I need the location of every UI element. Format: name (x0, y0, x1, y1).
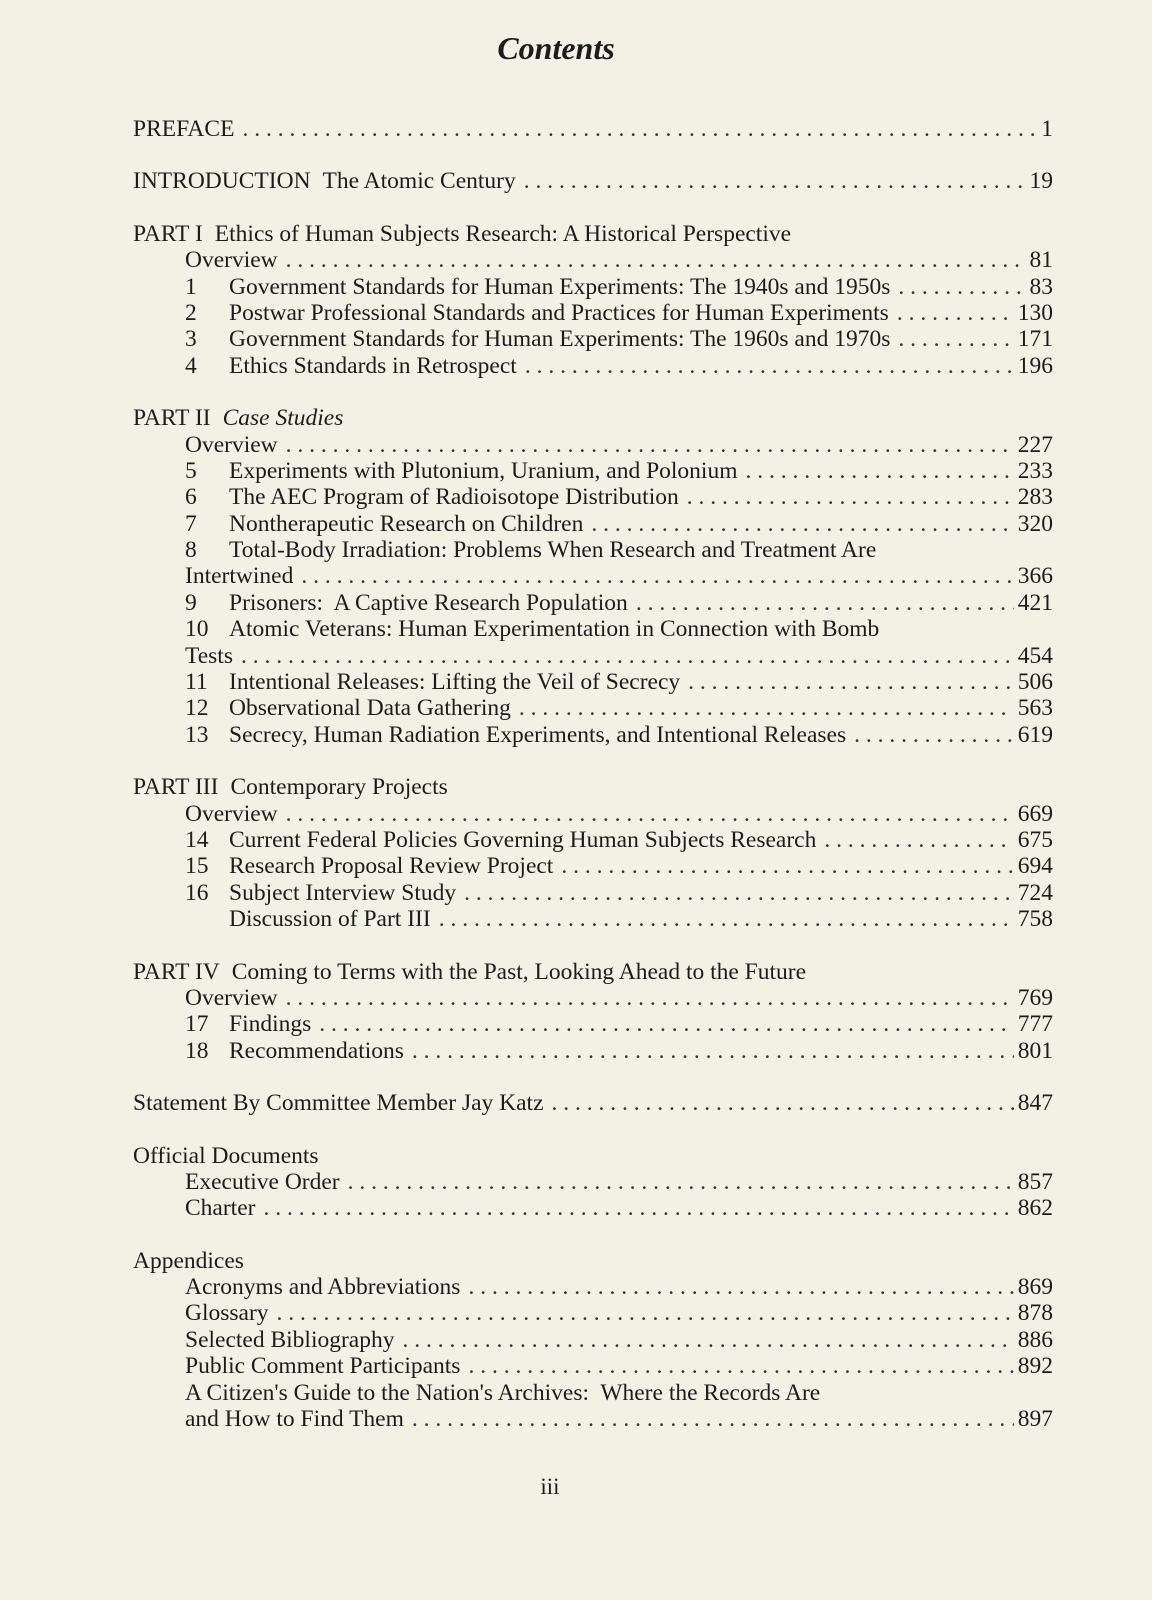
entry-page: 563 (1017, 695, 1053, 722)
chapter-number: 11 (185, 669, 208, 696)
chapter-number: 14 (185, 826, 209, 853)
dot-leader (688, 669, 1014, 695)
entry-page: 81 (1029, 247, 1053, 274)
entry-title: Overview (185, 800, 278, 827)
dot-leader (636, 590, 1014, 616)
part-label: PART II (133, 405, 211, 432)
chapter-number: 8 (185, 537, 197, 564)
toc-part-4 (133, 959, 1053, 1065)
toc-entry (133, 906, 1053, 932)
toc-entry (133, 537, 1053, 563)
chapter-number: 16 (185, 879, 209, 906)
chapter-number: 3 (185, 326, 197, 353)
section-heading (133, 1248, 1053, 1274)
toc-entry (133, 1327, 1053, 1353)
entry-title: Current Federal Policies Governing Human Subjects Research (229, 826, 817, 853)
page-number: iii (540, 1474, 560, 1499)
entry-title: Executive Order (185, 1168, 340, 1195)
toc-entry (133, 1169, 1053, 1195)
toc-entry (133, 1195, 1053, 1221)
dot-leader (348, 1169, 1014, 1195)
toc-part-1 (133, 221, 1053, 379)
entry-title: Prisoners: A Captive Research Population (229, 589, 628, 616)
entry-subtitle: The Atomic Century (322, 168, 516, 195)
dot-leader (898, 274, 1025, 300)
entry-title: Total-Body Irradiation: Problems When Research and Treatment Are (229, 537, 877, 564)
entry-page: 506 (1017, 669, 1053, 696)
entry-page: 694 (1017, 853, 1053, 880)
chapter-number: 12 (185, 695, 209, 722)
dot-leader (468, 1274, 1013, 1300)
dot-leader (286, 801, 1014, 827)
entry-page: 619 (1017, 721, 1053, 748)
chapter-number: 13 (185, 721, 209, 748)
entry-title: Public Comment Participants (185, 1353, 461, 1380)
toc-entry-continued (133, 643, 1053, 669)
entry-page: 669 (1017, 800, 1053, 827)
entry-page: 227 (1017, 431, 1053, 458)
entry-page: 233 (1017, 457, 1053, 484)
entry-title: Secrecy, Human Radiation Experiments, and Intentional Releases (229, 721, 847, 748)
chapter-number: 10 (185, 616, 209, 643)
chapter-number: 18 (185, 1037, 209, 1064)
part-heading (133, 221, 1053, 247)
toc-entry (133, 1011, 1053, 1037)
chapter-number: 15 (185, 853, 209, 880)
entry-page: 283 (1017, 484, 1053, 511)
chapter-number: 1 (185, 273, 197, 300)
toc-entry (133, 695, 1053, 721)
toc-official-documents (133, 1143, 1053, 1222)
entry-page: 366 (1017, 563, 1053, 590)
entry-page: 897 (1017, 1406, 1053, 1433)
toc-entry (133, 511, 1053, 537)
toc-statement (133, 1090, 1053, 1116)
entry-title: PREFACE (133, 116, 235, 142)
toc-entry (133, 669, 1053, 695)
dot-leader (412, 1038, 1014, 1064)
entry-title: Discussion of Part III (229, 906, 431, 933)
part-heading (133, 959, 1053, 985)
toc-preface (133, 116, 1053, 142)
entry-title: Subject Interview Study (229, 879, 457, 906)
toc-entry (133, 300, 1053, 326)
chapter-number: 9 (185, 589, 197, 616)
dot-leader (319, 1011, 1013, 1037)
dot-leader (286, 247, 1026, 273)
toc-entry (133, 722, 1053, 748)
dot-leader (241, 643, 1014, 669)
entry-title (133, 168, 516, 194)
entry-title: Overview (185, 431, 278, 458)
toc-appendices (133, 1248, 1053, 1433)
toc-entry (133, 484, 1053, 510)
dot-leader (552, 1090, 1014, 1116)
toc-entry (133, 1300, 1053, 1326)
entry-page: 454 (1017, 642, 1053, 669)
entry-title: Findings (229, 1011, 312, 1038)
entry-page: 320 (1017, 510, 1053, 537)
section-title: Official Documents (133, 1142, 319, 1169)
toc-entry (133, 326, 1053, 352)
toc-entry (133, 1353, 1053, 1379)
dot-leader (687, 484, 1014, 510)
toc-part-3 (133, 774, 1053, 932)
entry-page: 847 (1017, 1090, 1053, 1117)
entry-page: 171 (1017, 326, 1053, 353)
dot-leader (468, 1353, 1013, 1379)
dot-leader (898, 326, 1013, 352)
dot-leader (746, 458, 1014, 484)
dot-leader (524, 168, 1026, 194)
chapter-number: 4 (185, 352, 197, 379)
entry-page: 724 (1017, 879, 1053, 906)
toc-entry (133, 274, 1053, 300)
part-title: Contemporary Projects (230, 774, 448, 801)
entry-page: 19 (1029, 168, 1053, 195)
entry-title: Tests (185, 642, 233, 669)
toc-entry (133, 168, 1053, 194)
toc-entry (133, 458, 1053, 484)
toc-entry (133, 616, 1053, 642)
entry-title: Recommendations (229, 1037, 404, 1064)
dot-leader (591, 511, 1013, 537)
entry-title: Ethics Standards in Retrospect (229, 352, 517, 379)
entry-page: 421 (1017, 589, 1053, 616)
dot-leader (286, 432, 1014, 458)
dot-leader (286, 985, 1014, 1011)
entry-title: Statement By Committee Member Jay Katz (133, 1090, 544, 1117)
entry-title: Charter (185, 1195, 256, 1222)
part-title: Coming to Terms with the Past, Looking Ahead to the Future (231, 958, 807, 985)
entry-title: Government Standards for Human Experiments: The 1960s and 1970s (229, 326, 891, 353)
toc-entry (133, 880, 1053, 906)
toc-entry (133, 1090, 1053, 1116)
entry-title: Research Proposal Review Project (229, 853, 554, 880)
dot-leader (854, 722, 1014, 748)
entry-page: 1 (1041, 116, 1053, 142)
toc-entry-continued (133, 1406, 1053, 1432)
entry-title: Experiments with Plutonium, Uranium, and Polonium (229, 457, 738, 484)
chapter-number: 5 (185, 457, 197, 484)
dot-leader (525, 353, 1014, 379)
dot-leader (403, 1327, 1014, 1353)
part-title: Case Studies (222, 405, 344, 432)
chapter-number: 17 (185, 1011, 209, 1038)
toc-part-2 (133, 405, 1053, 748)
entry-page: 892 (1017, 1353, 1053, 1380)
entry-page: 869 (1017, 1274, 1053, 1301)
dot-leader (439, 906, 1014, 932)
entry-page: 83 (1029, 273, 1053, 300)
part-heading (133, 774, 1053, 800)
dot-leader (897, 300, 1014, 326)
entry-title: Acronyms and Abbreviations (185, 1274, 461, 1301)
entry-title: Government Standards for Human Experiments: The 1940s and 1950s (229, 273, 891, 300)
chapter-number: 6 (185, 484, 197, 511)
toc-entry (133, 827, 1053, 853)
entry-title: The AEC Program of Radioisotope Distribution (229, 484, 679, 511)
toc-entry (133, 985, 1053, 1011)
part-label: PART I (133, 220, 203, 247)
entry-title: Observational Data Gathering (229, 695, 511, 722)
toc-entry (133, 1380, 1053, 1406)
dot-leader (242, 116, 1037, 142)
entry-title: Nontherapeutic Research on Children (229, 510, 584, 537)
table-of-contents (133, 116, 1053, 1458)
entry-title: Atomic Veterans: Human Experimentation in Connection with Bomb (229, 616, 880, 643)
entry-page: 769 (1017, 984, 1053, 1011)
section-title: Appendices (133, 1247, 244, 1274)
part-label: PART IV (133, 958, 220, 985)
entry-page: 886 (1017, 1326, 1053, 1353)
entry-title: Overview (185, 984, 278, 1011)
entry-title: Intertwined (185, 563, 294, 590)
toc-entry (133, 247, 1053, 273)
entry-title: A Citizen's Guide to the Nation's Archives: Where the Records Are (185, 1379, 821, 1406)
entry-label: INTRODUCTION (133, 168, 311, 195)
toc-entry (133, 801, 1053, 827)
toc-introduction (133, 168, 1053, 194)
part-heading (133, 405, 1053, 431)
entry-page: 801 (1017, 1037, 1053, 1064)
entry-title: Overview (185, 247, 278, 274)
dot-leader (824, 827, 1013, 853)
toc-entry (133, 353, 1053, 379)
chapter-number: 7 (185, 510, 197, 537)
entry-page: 777 (1017, 1011, 1053, 1038)
section-heading (133, 1143, 1053, 1169)
dot-leader (519, 695, 1014, 721)
entry-title: Selected Bibliography (185, 1326, 395, 1353)
dot-leader (412, 1406, 1014, 1432)
entry-page: 758 (1017, 906, 1053, 933)
entry-page: 862 (1017, 1195, 1053, 1222)
entry-page: 196 (1017, 352, 1053, 379)
toc-entry (133, 853, 1053, 879)
entry-title: Intentional Releases: Lifting the Veil of Secrecy (229, 669, 681, 696)
entry-title: and How to Find Them (185, 1406, 404, 1433)
entry-title: Postwar Professional Standards and Practices for Human Experiments (229, 299, 889, 326)
part-label: PART III (133, 774, 219, 801)
toc-entry (133, 432, 1053, 458)
toc-entry-continued (133, 563, 1053, 589)
dot-leader (301, 563, 1013, 589)
dot-leader (464, 880, 1014, 906)
toc-entry (133, 590, 1053, 616)
toc-entry (133, 1038, 1053, 1064)
toc-entry (133, 1274, 1053, 1300)
part-title: Ethics of Human Subjects Research: A Historical Perspective (214, 220, 792, 247)
chapter-number: 2 (185, 299, 197, 326)
dot-leader (561, 853, 1013, 879)
entry-page: 130 (1017, 299, 1053, 326)
toc-entry (133, 116, 1053, 142)
entry-page: 878 (1017, 1300, 1053, 1327)
dot-leader (277, 1300, 1014, 1326)
entry-page: 675 (1017, 826, 1053, 853)
page-title: Contents (497, 30, 615, 66)
dot-leader (263, 1195, 1013, 1221)
entry-title: Glossary (185, 1300, 269, 1327)
entry-page: 857 (1017, 1168, 1053, 1195)
